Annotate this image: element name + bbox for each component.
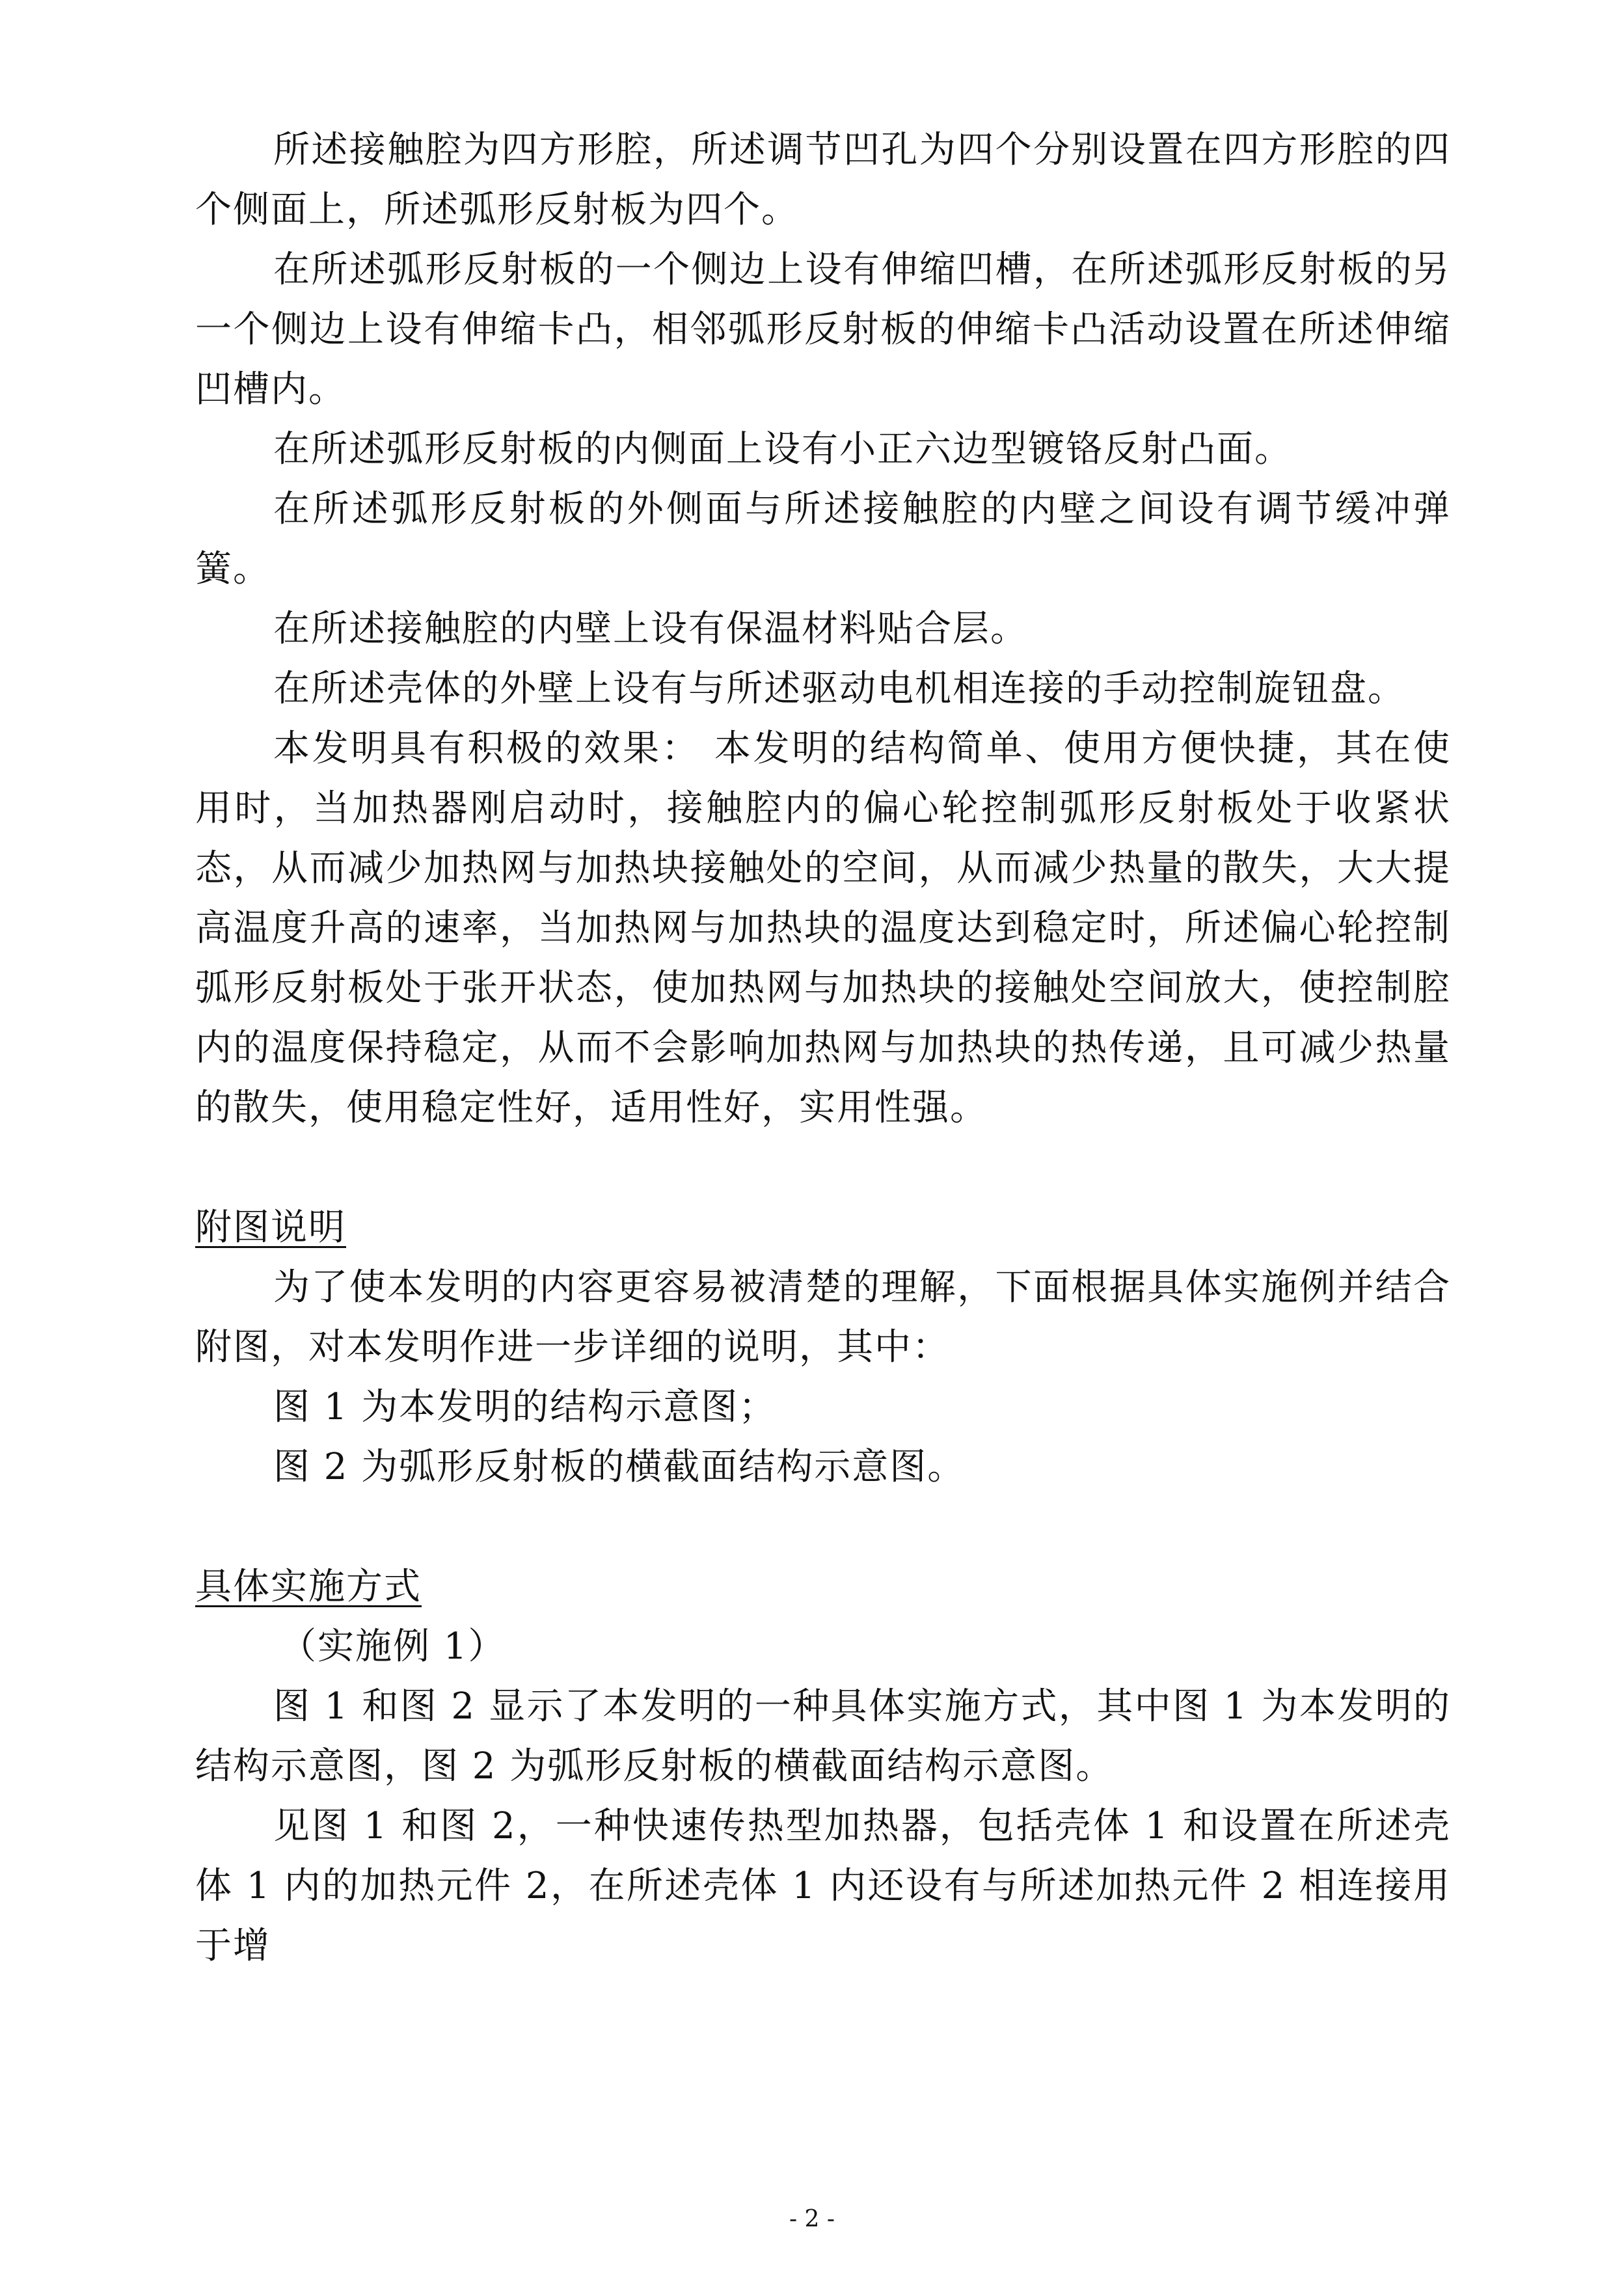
paragraph: 图 1 和图 2 显示了本发明的一种具体实施方式，其中图 1 为本发明的结构示意图，图 2 为弧形反射板的横截面结构示意图。: [195, 1685, 1451, 1787]
paragraph: 在所述弧形反射板的一个侧边上设有伸缩凹槽，在所述弧形反射板的另一个侧边上设有伸缩卡凸，相邻弧形反射板的伸缩卡凸活动设置在所述伸缩凹槽内。: [195, 249, 1451, 411]
section-gap: [195, 1497, 1451, 1557]
section-heading-figures: 附图说明: [195, 1206, 346, 1249]
paragraph: 见图 1 和图 2，一种快速传热型加热器，包括壳体 1 和设置在所述壳体 1 内的加热元件 2，在所述壳体 1 内还设有与所述加热元件 2 相连接用于增: [195, 1805, 1451, 1967]
paragraph: 在所述弧形反射板的外侧面与所述接触腔的内壁之间设有调节缓冲弹簧。: [195, 488, 1451, 590]
document-page: [195, 120, 1451, 1976]
section-gap: [195, 1138, 1451, 1198]
section-heading-embodiment: 具体实施方式: [195, 1566, 422, 1608]
example-label: （实施例 1）: [280, 1625, 506, 1668]
paragraph: 为了使本发明的内容更容易被清楚的理解，下面根据具体实施例并结合附图，对本发明作进一步详细的说明，其中：: [195, 1266, 1451, 1368]
paragraph: 在所述弧形反射板的内侧面上设有小正六边型镀铬反射凸面。: [273, 428, 1292, 470]
paragraph: 在所述接触腔的内壁上设有保温材料贴合层。: [273, 608, 1028, 650]
page-number: - 2 -: [789, 2206, 835, 2233]
paragraph: 所述接触腔为四方形腔，所述调节凹孔为四个分别设置在四方形腔的四个侧面上，所述弧形反射板为四个。: [195, 129, 1451, 231]
paragraph: 本发明具有积极的效果： 本发明的结构简单、使用方便快捷，其在使用时，当加热器刚启动时，接触腔内的偏心轮控制弧形反射板处于收紧状态，从而减少加热网与加热块接触处的空间，从而减少热量的散失，大大提高温度升高的速率，当加热网与加热块的温度达到稳定时，所述偏心轮控制弧形反射板处于张开状态，使加热网与加热块的接触处空间放大，使控制腔内的温度保持稳定，从而不会影响加热网与加热块的热传递，且可减少热量的散失，使用稳定性好，适用性好，实用性强。: [195, 727, 1451, 1129]
figure-caption-2: 图 2 为弧形反射板的横截面结构示意图。: [273, 1446, 966, 1488]
paragraph: 在所述壳体的外壁上设有与所述驱动电机相连接的手动控制旋钮盘。: [273, 668, 1405, 710]
figure-caption-1: 图 1 为本发明的结构示意图；: [273, 1386, 777, 1428]
